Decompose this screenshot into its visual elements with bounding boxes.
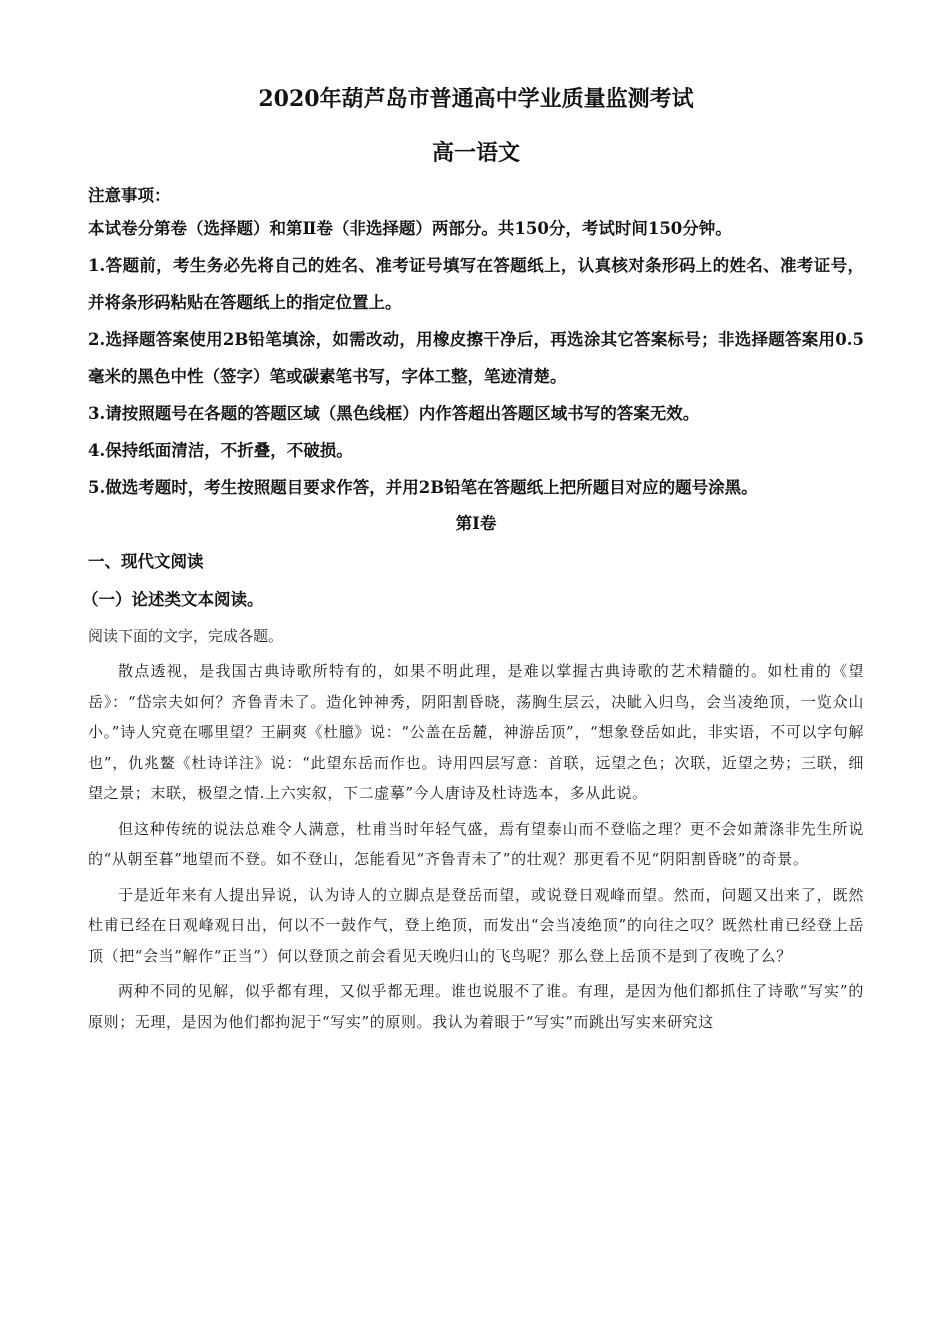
note-item: 本试卷分第卷（选择题）和第Ⅱ卷（非选择题）两部分。共150分，考试时间150分钟。	[88, 219, 732, 238]
exam-title: 2020年葫芦岛市普通高中学业质量监测考试	[258, 86, 694, 112]
section-heading: 一、现代文阅读	[88, 552, 204, 571]
note-item: 3.请按照题号在各题的答题区域（黑色线框）内作答超出答题区域书写的答案无效。	[88, 404, 700, 423]
note-item: 2.选择题答案使用2B铅笔填涂，如需改动，用橡皮擦干净后，再选涂其它答案标号；非选择题答案用0.5毫米的黑色中性（签字）笔或碳素笔书写，字体工整，笔迹清楚。	[88, 330, 864, 386]
note-item: 4.保持纸面清洁，不折叠，不破损。	[88, 441, 353, 460]
passage-paragraph: 于是近年来有人提出异说，认为诗人的立脚点是登岳而望，或说登日观峰而望。然而，问题又出来了，既然杜甫已经在日观峰观日出，何以不一鼓作气，登上绝顶，而发出“会当凌绝顶”的向往之叹？既然杜甫已经登上岳顶（把“会当”解作“正当”）何以登顶之前会看见天晚归山的飞鸟呢？那么登上岳顶不是到了夜晚了么？	[88, 885, 864, 965]
reading-passage	[88, 656, 864, 1037]
passage-paragraph: 散点透视，是我国古典诗歌所特有的，如果不明此理，是难以掌握古典诗歌的艺术精髓的。如杜甫的《望岳》：“岱宗夫如何？齐鲁青未了。造化钟神秀，阴阳割昏晓，荡胸生层云，决眦入归鸟，会当凌绝顶，一览众山小。”诗人究竟在哪里望？王嗣爽《杜臆》说：“公盖在岳麓，神游岳顶”，“想象登岳如此，非实语，不可以字句解也”，仇兆鳌《杜诗详注》说：“此望东岳而作也。诗用四层写意：首联，远望之色；次联，近望之势；三联，细望之景；末联，极望之情.上六实叙，下二虚摹”今人唐诗及杜诗选本，多从此说。	[88, 662, 864, 802]
note-item: 1.答题前，考生务必先将自己的姓名、准考证号填写在答题纸上，认真核对条形码上的姓名、准考证号，并将条形码粘贴在答题纸上的指定位置上。	[88, 256, 864, 312]
passage-paragraph: 但这种传统的说法总难令人满意，杜甫当时年轻气盛，焉有望泰山而不登临之理？更不会如萧涤非先生所说的“从朝至暮”地望而不登。如不登山，怎能看见“齐鲁青未了”的壮观？那更看不见“阴阳割昏晓”的奇景。	[88, 819, 864, 868]
reading-instruction: 阅读下面的文字，完成各题。	[88, 627, 284, 645]
passage-paragraph: 两种不同的见解，似乎都有理，又似乎都无理。谁也说服不了谁。有理，是因为他们都抓住了诗歌“写实”的原则；无理，是因为他们都拘泥于“写实”的原则。我认为着眼于“写实”而跳出写实来研究这	[88, 982, 864, 1031]
notes-heading: 注意事项：	[88, 186, 171, 205]
notes-block	[88, 182, 864, 506]
note-item: 5.做选考题时，考生按照题目要求作答，并用2B铅笔在答题纸上把所题目对应的题号涂黑。	[88, 478, 758, 497]
subject-title: 高一语文	[431, 140, 520, 166]
subsection-heading: （一）论述类文本阅读。	[82, 590, 264, 609]
volume-heading: 第Ⅰ卷	[455, 514, 497, 533]
